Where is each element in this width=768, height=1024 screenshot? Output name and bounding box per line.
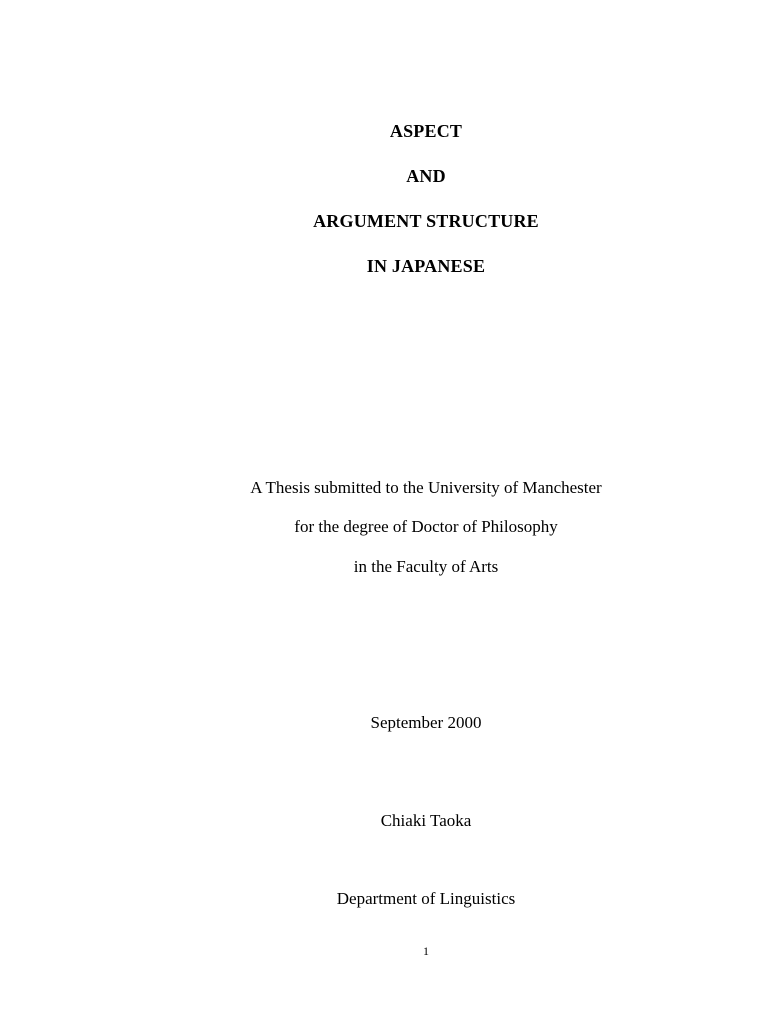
submission-date: September 2000 <box>370 713 482 732</box>
author-name: Chiaki Taoka <box>380 811 472 830</box>
title-line-argument-structure: ARGUMENT STRUCTURE <box>313 211 539 231</box>
title-line-in-japanese: IN JAPANESE <box>366 256 486 276</box>
title-line-and: AND <box>406 166 446 186</box>
department-name: Department of Linguistics <box>336 889 516 908</box>
submission-line-degree: for the degree of Doctor of Philosophy <box>294 517 558 536</box>
title-line-aspect: ASPECT <box>389 121 463 141</box>
page-number: 1 <box>423 944 429 958</box>
submission-line-faculty: in the Faculty of Arts <box>353 557 499 576</box>
submission-line-university: A Thesis submitted to the University of Manchester <box>250 478 602 497</box>
